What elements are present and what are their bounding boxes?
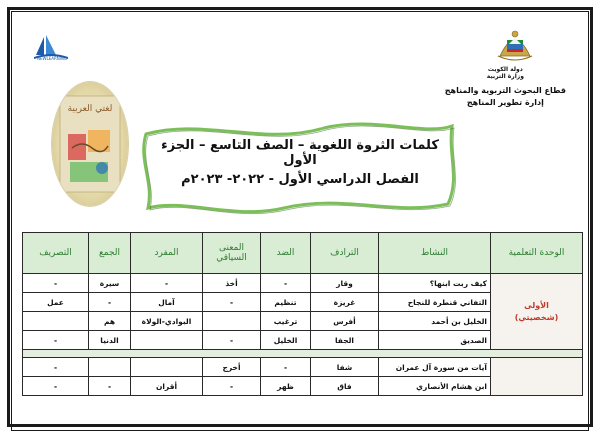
cell-antonym: - [261,358,311,377]
cell-conjugation: - [23,331,89,350]
unit-subtitle: (شخصيتي) [514,312,559,322]
cell-antonym: ترغيب [261,312,311,331]
cell-context-meaning: - [203,377,261,396]
cell-plural [89,358,131,377]
kuwait-emblem-icon [492,26,538,64]
cell-activity: كيف ربت ابنها؟ [379,274,491,293]
cell-singular [131,331,203,350]
cell-conjugation: - [23,274,89,293]
cell-singular: أقران [131,377,203,396]
cell-antonym: تنظيم [261,293,311,312]
unit-separator [23,350,583,358]
cell-conjugation [23,312,89,331]
cell-singular: - [131,274,203,293]
cell-antonym: - [261,274,311,293]
cell-plural: الدنيا [89,331,131,350]
cell-synonym: غريزة [311,293,379,312]
cell-synonym: فاق [311,377,379,396]
table-header-row [23,233,583,274]
cell-antonym: ظهر [261,377,311,396]
unit-name: الأولى [524,300,549,310]
cell-synonym: أفرس [311,312,379,331]
country-name: دولة الكويت [487,66,523,73]
cell-context-meaning: أخذ [203,274,261,293]
department-name: إدارة تطوير المناهج [466,98,544,107]
cell-conjugation: عمل [23,293,89,312]
cell-activity: التفاني قنطرة للنجاح [379,293,491,312]
textbook-cover [52,82,128,206]
header-synonym: الترادف [311,233,379,274]
cell-synonym: شفا [311,358,379,377]
header-antonym: الضد [261,233,311,274]
unit-cell [491,358,583,396]
table-row [23,358,583,377]
cell-context-meaning: أخرج [203,358,261,377]
ministry-header [445,66,566,108]
unit-separator-row [23,350,583,358]
cell-activity: ابن هشام الأنصاري [379,377,491,396]
cell-synonym: الجفا [311,331,379,350]
cell-context-meaning [203,312,261,331]
cell-antonym: الخليل [261,331,311,350]
sector-name: قطاع البحوث التربوية والمناهج [444,86,566,95]
textbook-title: لغتي العربية [67,104,113,114]
cell-plural: هم [89,312,131,331]
header-plural: الجمع [89,233,131,274]
cell-activity: آيات من سورة آل عمران [379,358,491,377]
unit-cell [491,274,583,350]
document-title: كلمات الثروة اللغوية – الصف التاسع – الجزء الأول [161,138,439,168]
cell-activity: الصديق [379,331,491,350]
cell-singular [131,358,203,377]
ministry-name: وزارة التربية [486,73,524,80]
header-singular: المفرد [131,233,203,274]
header-context-meaning: المعنى السياقي [203,233,261,274]
table-row [23,274,583,293]
cell-context-meaning: - [203,293,261,312]
vocabulary-table [22,232,583,396]
cell-synonym: وقار [311,274,379,293]
textbook-cover-image [52,82,128,206]
new-learning-logo-text: NEWLEARNING [36,56,67,61]
cell-plural: سيرة [89,274,131,293]
header-unit: الوحدة التعلمية [491,233,583,274]
document-subtitle: الفصل الدراسي الأول - ٢٠٢٢- ٢٠٢٣م [181,172,419,187]
cell-singular: آمال [131,293,203,312]
cell-plural: - [89,377,131,396]
header-conjugation: التصريف [23,233,89,274]
header-activity: النشاط [379,233,491,274]
cell-conjugation: - [23,358,89,377]
cell-activity: الخليل بن أحمد [379,312,491,331]
cell-plural: - [89,293,131,312]
cell-context-meaning: - [203,331,261,350]
cell-conjugation: - [23,377,89,396]
cell-singular: البوادي-الولاة [131,312,203,331]
